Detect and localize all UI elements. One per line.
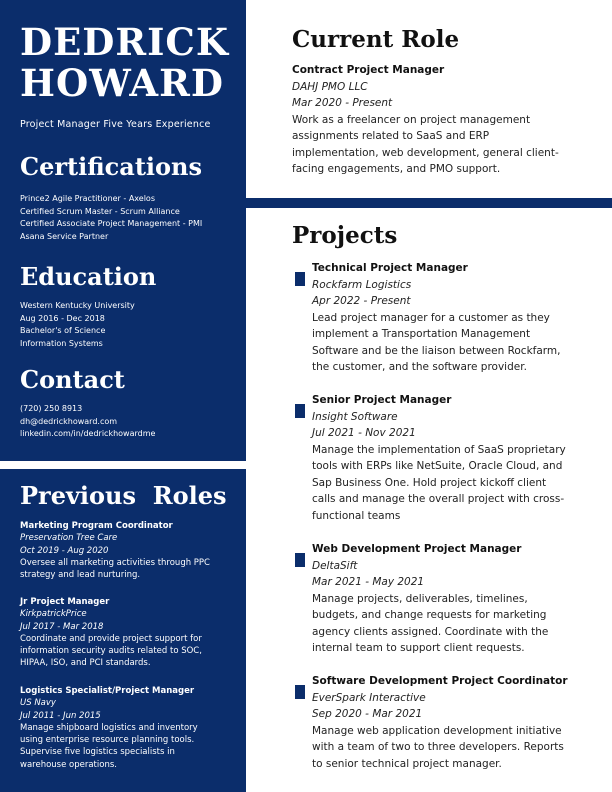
project-company: Rockfarm Logistics [312,278,412,291]
job-dates: Mar 2020 - Present [292,97,393,109]
role-dates: Jul 2017 - Mar 2018 [20,621,104,632]
project-dates: Apr 2022 - Present [312,295,411,307]
job-desc-line: facing engagements, and PMO support. [292,163,501,175]
project-title: Software Development Project Coordinator [312,675,568,687]
project-desc-line: agency clients assigned. Coordinate with the [312,625,549,638]
project-company: DeltaSift [312,559,358,572]
role-dates: Oct 2019 - Aug 2020 [20,545,109,556]
contact-linkedin: linkedin.com/in/dedrickhowardme [20,429,156,438]
project-desc-line: implement a Transportation Management [312,328,531,340]
certifications-heading: Certifications [20,152,203,181]
project-desc-line: Sap Business One. Hold project kickoff client [312,476,547,489]
project-item [312,541,597,657]
role-title: Logistics Specialist/Project Manager [20,686,195,696]
previous-role [20,520,235,581]
name-line-2: HOWARD [20,61,224,105]
project-company: EverSpark Interactive [312,691,426,704]
job-company: DAHJ PMO LLC [292,80,368,93]
previous-role [20,596,235,670]
project-desc-line: Manage the implementation of SaaS proprietary [312,443,566,456]
role-desc-line: strategy and lead nurturing. [20,570,141,581]
education-item: Western Kentucky University [20,301,135,310]
project-bullet-icon [295,553,305,567]
role-desc-line: Coordinate and provide project support for [20,633,202,644]
role-desc-line: HIPAA, ISO, and PCI standards. [20,658,151,669]
certification-item: Certified Scrum Master - Scrum Alliance [20,206,180,216]
role-dates: Jul 2011 - Jun 2015 [20,710,101,721]
project-title: Web Development Project Manager [312,543,522,555]
job-title: Contract Project Manager [292,64,445,76]
education-item: Information Systems [20,338,103,348]
project-desc-line: to senior technical project manager. [312,757,502,770]
role-company: US Navy [20,698,56,709]
role-desc-line: warehouse operations. [20,759,117,770]
project-desc-line: with a team of two to three developers. Reports [312,741,564,753]
project-bullet-icon [295,685,305,699]
project-company: Insight Software [312,410,398,423]
current-role-block [292,62,592,178]
sidebar-top-panel [0,0,246,461]
role-title: Marketing Program Coordinator [20,521,173,531]
project-desc-line: budgets, and change requests for marketing [312,609,547,621]
project-desc-line: internal team to support client requests. [312,642,525,654]
project-desc-line: tools with ERPs like NetSuite, Oracle Cloud, and [312,460,563,472]
job-desc-line: implementation, web development, general client- [292,146,559,159]
previous-roles-heading: Previous Roles [20,481,227,510]
project-desc-line: Manage web application development initiative [312,724,562,737]
project-desc-line: the customer, and the software provider. [312,361,527,373]
name-line-1: DEDRICK [20,20,230,64]
project-item [312,260,597,376]
project-desc-line: Manage projects, deliverables, timelines, [312,592,528,605]
education-item: Bachelor's of Science [20,326,106,335]
project-bullet-icon [295,272,305,286]
certification-item: Asana Service Partner [20,231,109,241]
job-desc-line: assignments related to SaaS and ERP [292,130,490,142]
education-heading: Education [20,262,157,291]
role-desc-line: using enterprise resource planning tools. [20,735,195,746]
project-item [312,392,597,524]
certification-item: Certified Associate Project Management - PMI [20,219,203,228]
project-item [312,673,597,772]
current-role-heading: Current Role [292,26,460,53]
project-dates: Sep 2020 - Mar 2021 [312,708,423,720]
job-desc-line: Work as a freelancer on project management [292,113,531,126]
project-desc-line: Lead project manager for a customer as they [312,311,550,324]
project-desc-line: Software and be the liaison between Rockfarm, [312,344,561,357]
project-title: Technical Project Manager [312,262,468,274]
sidebar-bottom-panel [0,469,246,792]
contact-email: dh@dedrickhoward.com [20,416,118,426]
education-list [20,300,135,350]
role-desc-line: Supervise five logistics specialists in [20,747,175,758]
contact-list [20,403,155,441]
certifications-list [20,193,202,243]
section-divider [246,198,612,208]
contact-phone: (720) 250 8913 [20,404,83,413]
projects-heading: Projects [292,222,398,249]
project-desc-line: calls and manage the overall project with cross- [312,493,565,505]
contact-heading: Contact [20,365,125,394]
role-desc-line: Oversee all marketing activities through PPC [20,557,210,568]
role-company: KirkpatrickPrice [20,609,87,620]
project-desc-line: functional teams [312,509,401,522]
name [20,22,229,104]
project-dates: Jul 2021 - Nov 2021 [312,427,416,439]
certification-item: Prince2 Agile Practitioner - Axelos [20,194,155,203]
project-dates: Mar 2021 - May 2021 [312,576,425,588]
project-bullet-icon [295,404,305,418]
role-desc-line: Manage shipboard logistics and inventory [20,722,198,733]
role-title: Jr Project Manager [20,597,110,607]
subtitle: Project Manager Five Years Experience [20,119,211,130]
role-company: Preservation Tree Care [20,533,118,544]
role-desc-line: information security audits related to SOC, [20,646,202,657]
project-title: Senior Project Manager [312,394,452,406]
education-item: Aug 2016 - Dec 2018 [20,313,105,323]
previous-role [20,685,235,771]
